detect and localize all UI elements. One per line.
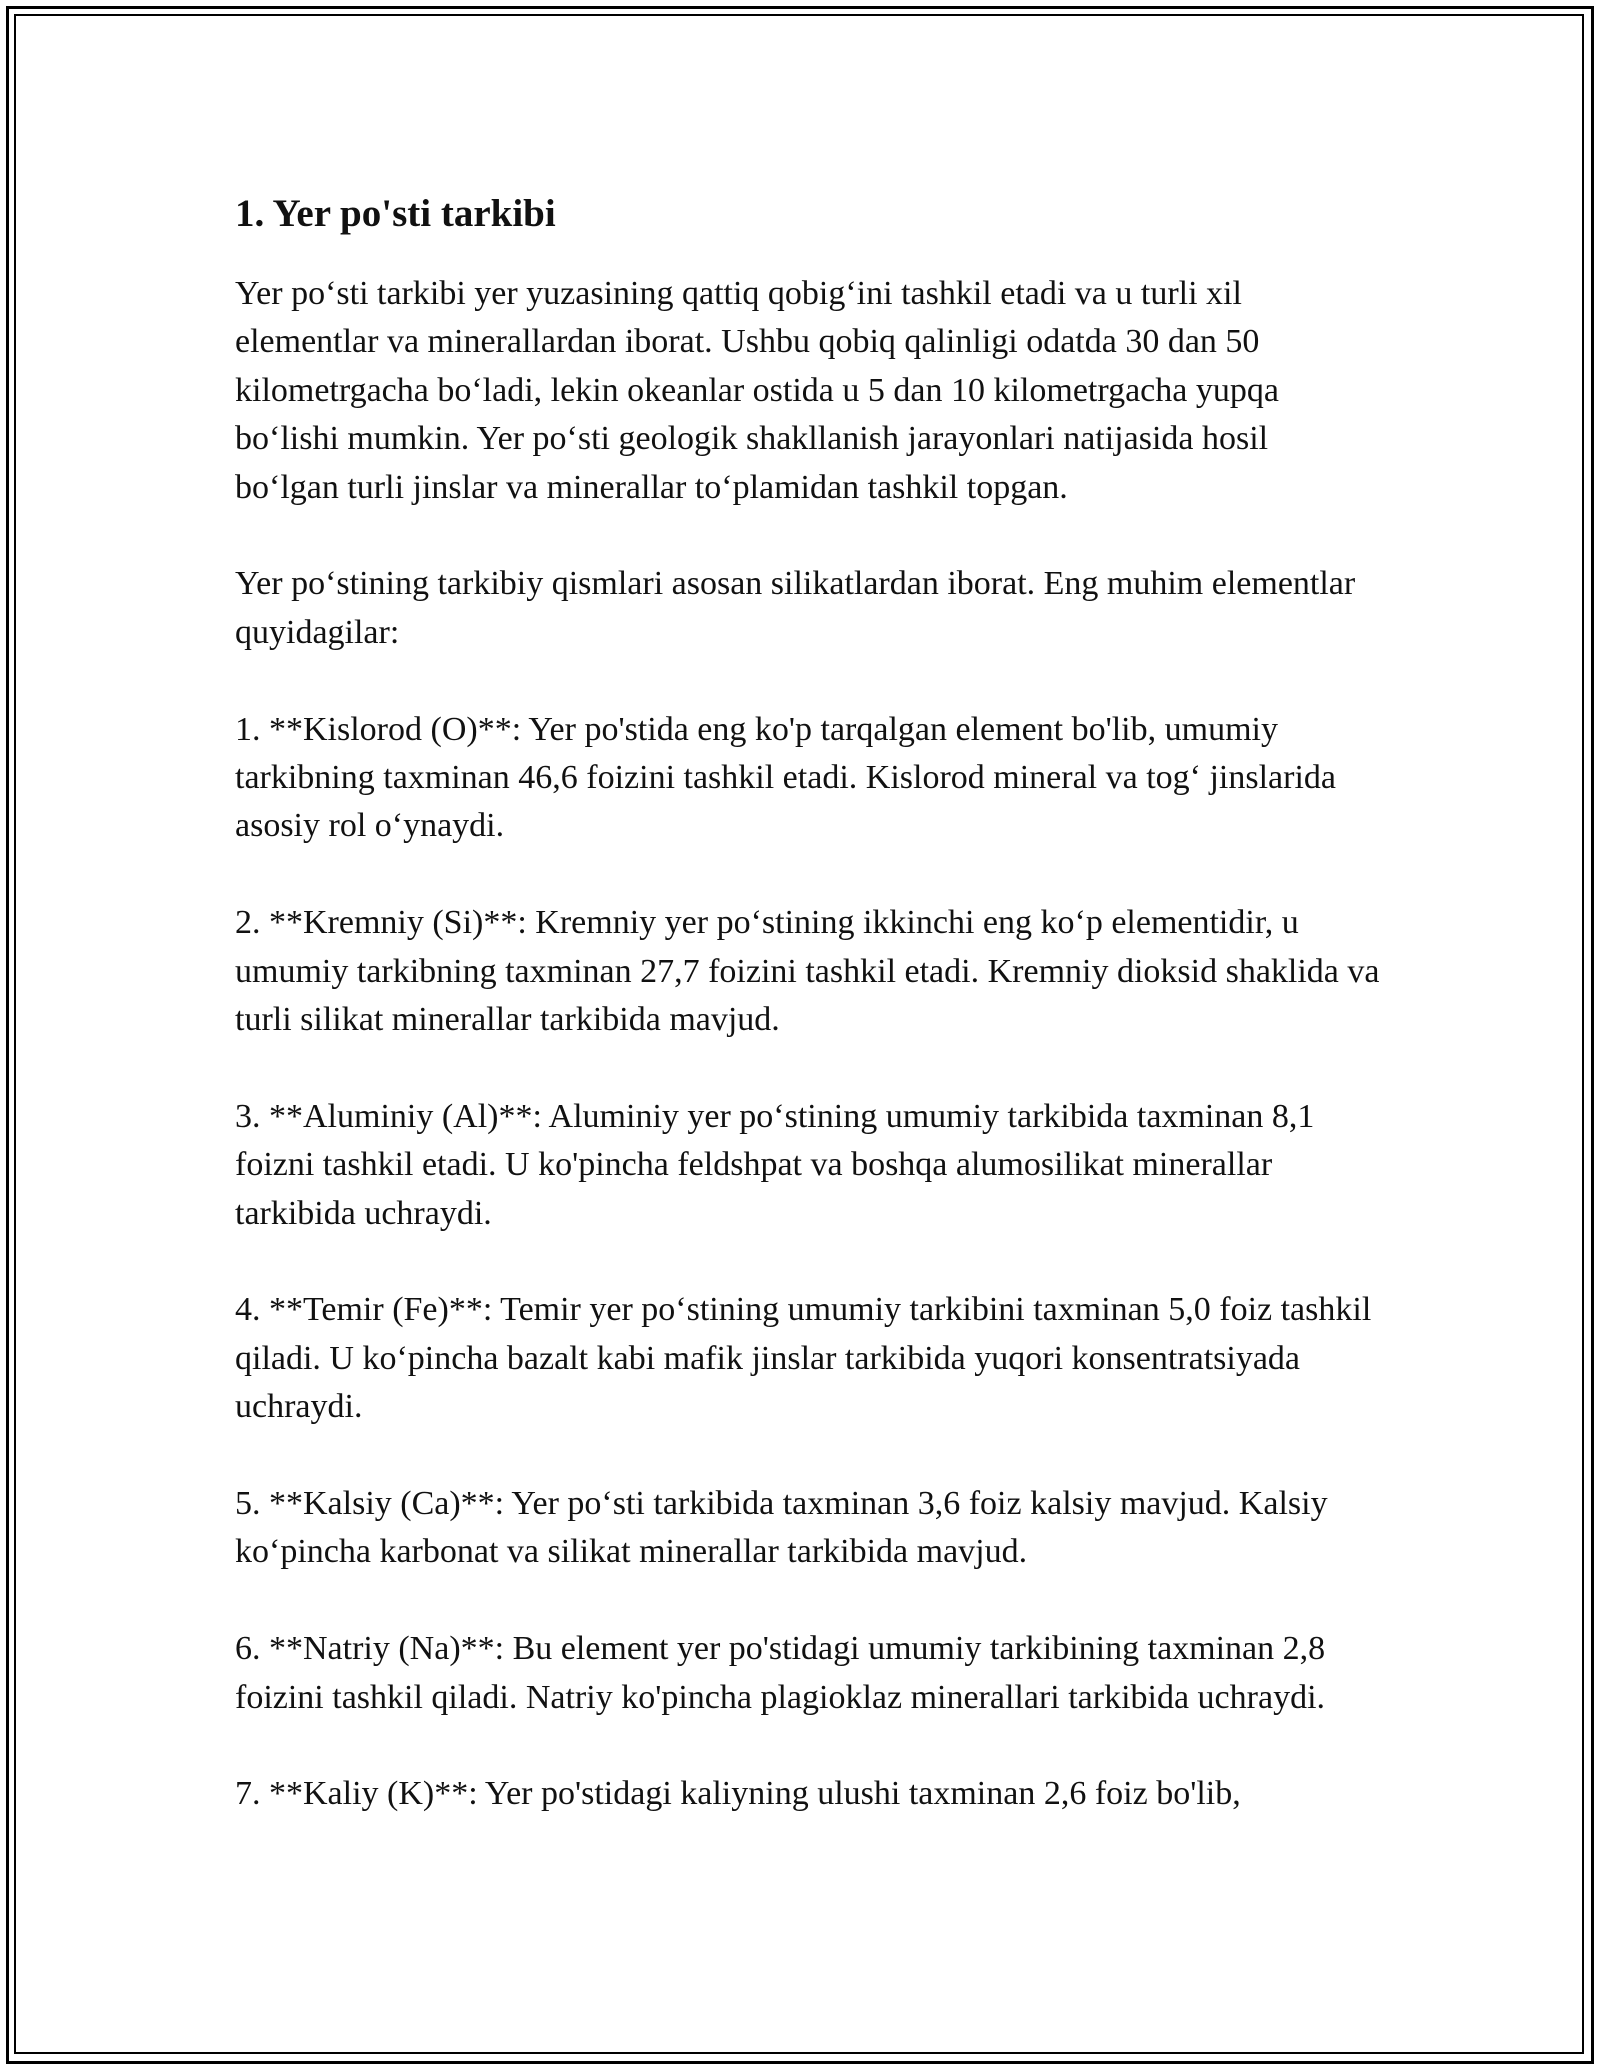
list-item-oxygen: 1. **Kislorod (O)**: Yer po'stida eng ko'p tarqalgan element bo'lib, umumiy tarkibning taxminan 46,6 foizini tashkil etadi. Kislorod mineral va tog‘ jinslarida asosiy rol o‘ynaydi. [235,710,1336,845]
list-item-silicon: 2. **Kremniy (Si)**: Kremniy yer po‘stining ikkinchi eng ko‘p elementidir, u umumiy tarkibning taxminan 27,7 foizini tashkil etadi. Kremniy dioksid shaklida va turli silikat minerallar tarkibida mavjud. [235,904,1380,1039]
section-title: 1. Yer po'sti tarkibi [235,192,556,235]
intro-paragraph: Yer po‘sti tarkibi yer yuzasining qattiq qobig‘ini tashkil etadi va u turli xil elementlar va minerallardan iborat. Ushbu qobiq qalinligi odatda 30 dan 50 kilometrgacha bo‘ladi, lekin okeanlar ostida u 5 dan 10 kilometrgacha yupqa bo‘lishi mumkin. Yer po‘sti geologik shakllanish jarayonlari natijasida hosil bo‘lgan turli jinslar va minerallar to‘plamidan tashkil topgan. [235,275,1279,506]
list-item-iron: 4. **Temir (Fe)**: Temir yer po‘stining umumiy tarkibini taxminan 5,0 foiz tashkil qiladi. U ko‘pincha bazalt kabi mafik jinslar tarkibida yuqori konsentratsiyada uchraydi. [235,1291,1372,1426]
list-item-sodium: 6. **Natriy (Na)**: Bu element yer po'stidagi umumiy tarkibining taxminan 2,8 foizini tashkil qiladi. Natriy ko'pincha plagioklaz minerallari tarkibida uchraydi. [235,1630,1326,1716]
list-item-potassium: 7. **Kaliy (K)**: Yer po'stidagi kaliyning ulushi taxminan 2,6 foiz bo'lib, [235,1775,1241,1813]
list-item-aluminium: 3. **Aluminiy (Al)**: Aluminiy yer po‘stining umumiy tarkibida taxminan 8,1 foizni tashkil etadi. U ko'pincha feldshpat va boshqa alumosilikat minerallar tarkibida uchraydi. [235,1097,1315,1232]
components-paragraph: Yer po‘stining tarkibiy qismlari asosan silikatlardan iborat. Eng muhim elementlar quyidagilar: [235,565,1356,651]
document-body [235,186,1380,1819]
list-item-calcium: 5. **Kalsiy (Ca)**: Yer po‘sti tarkibida taxminan 3,6 foiz kalsiy mavjud. Kalsiy ko‘pincha karbonat va silikat minerallar tarkibida mavjud. [235,1485,1328,1571]
